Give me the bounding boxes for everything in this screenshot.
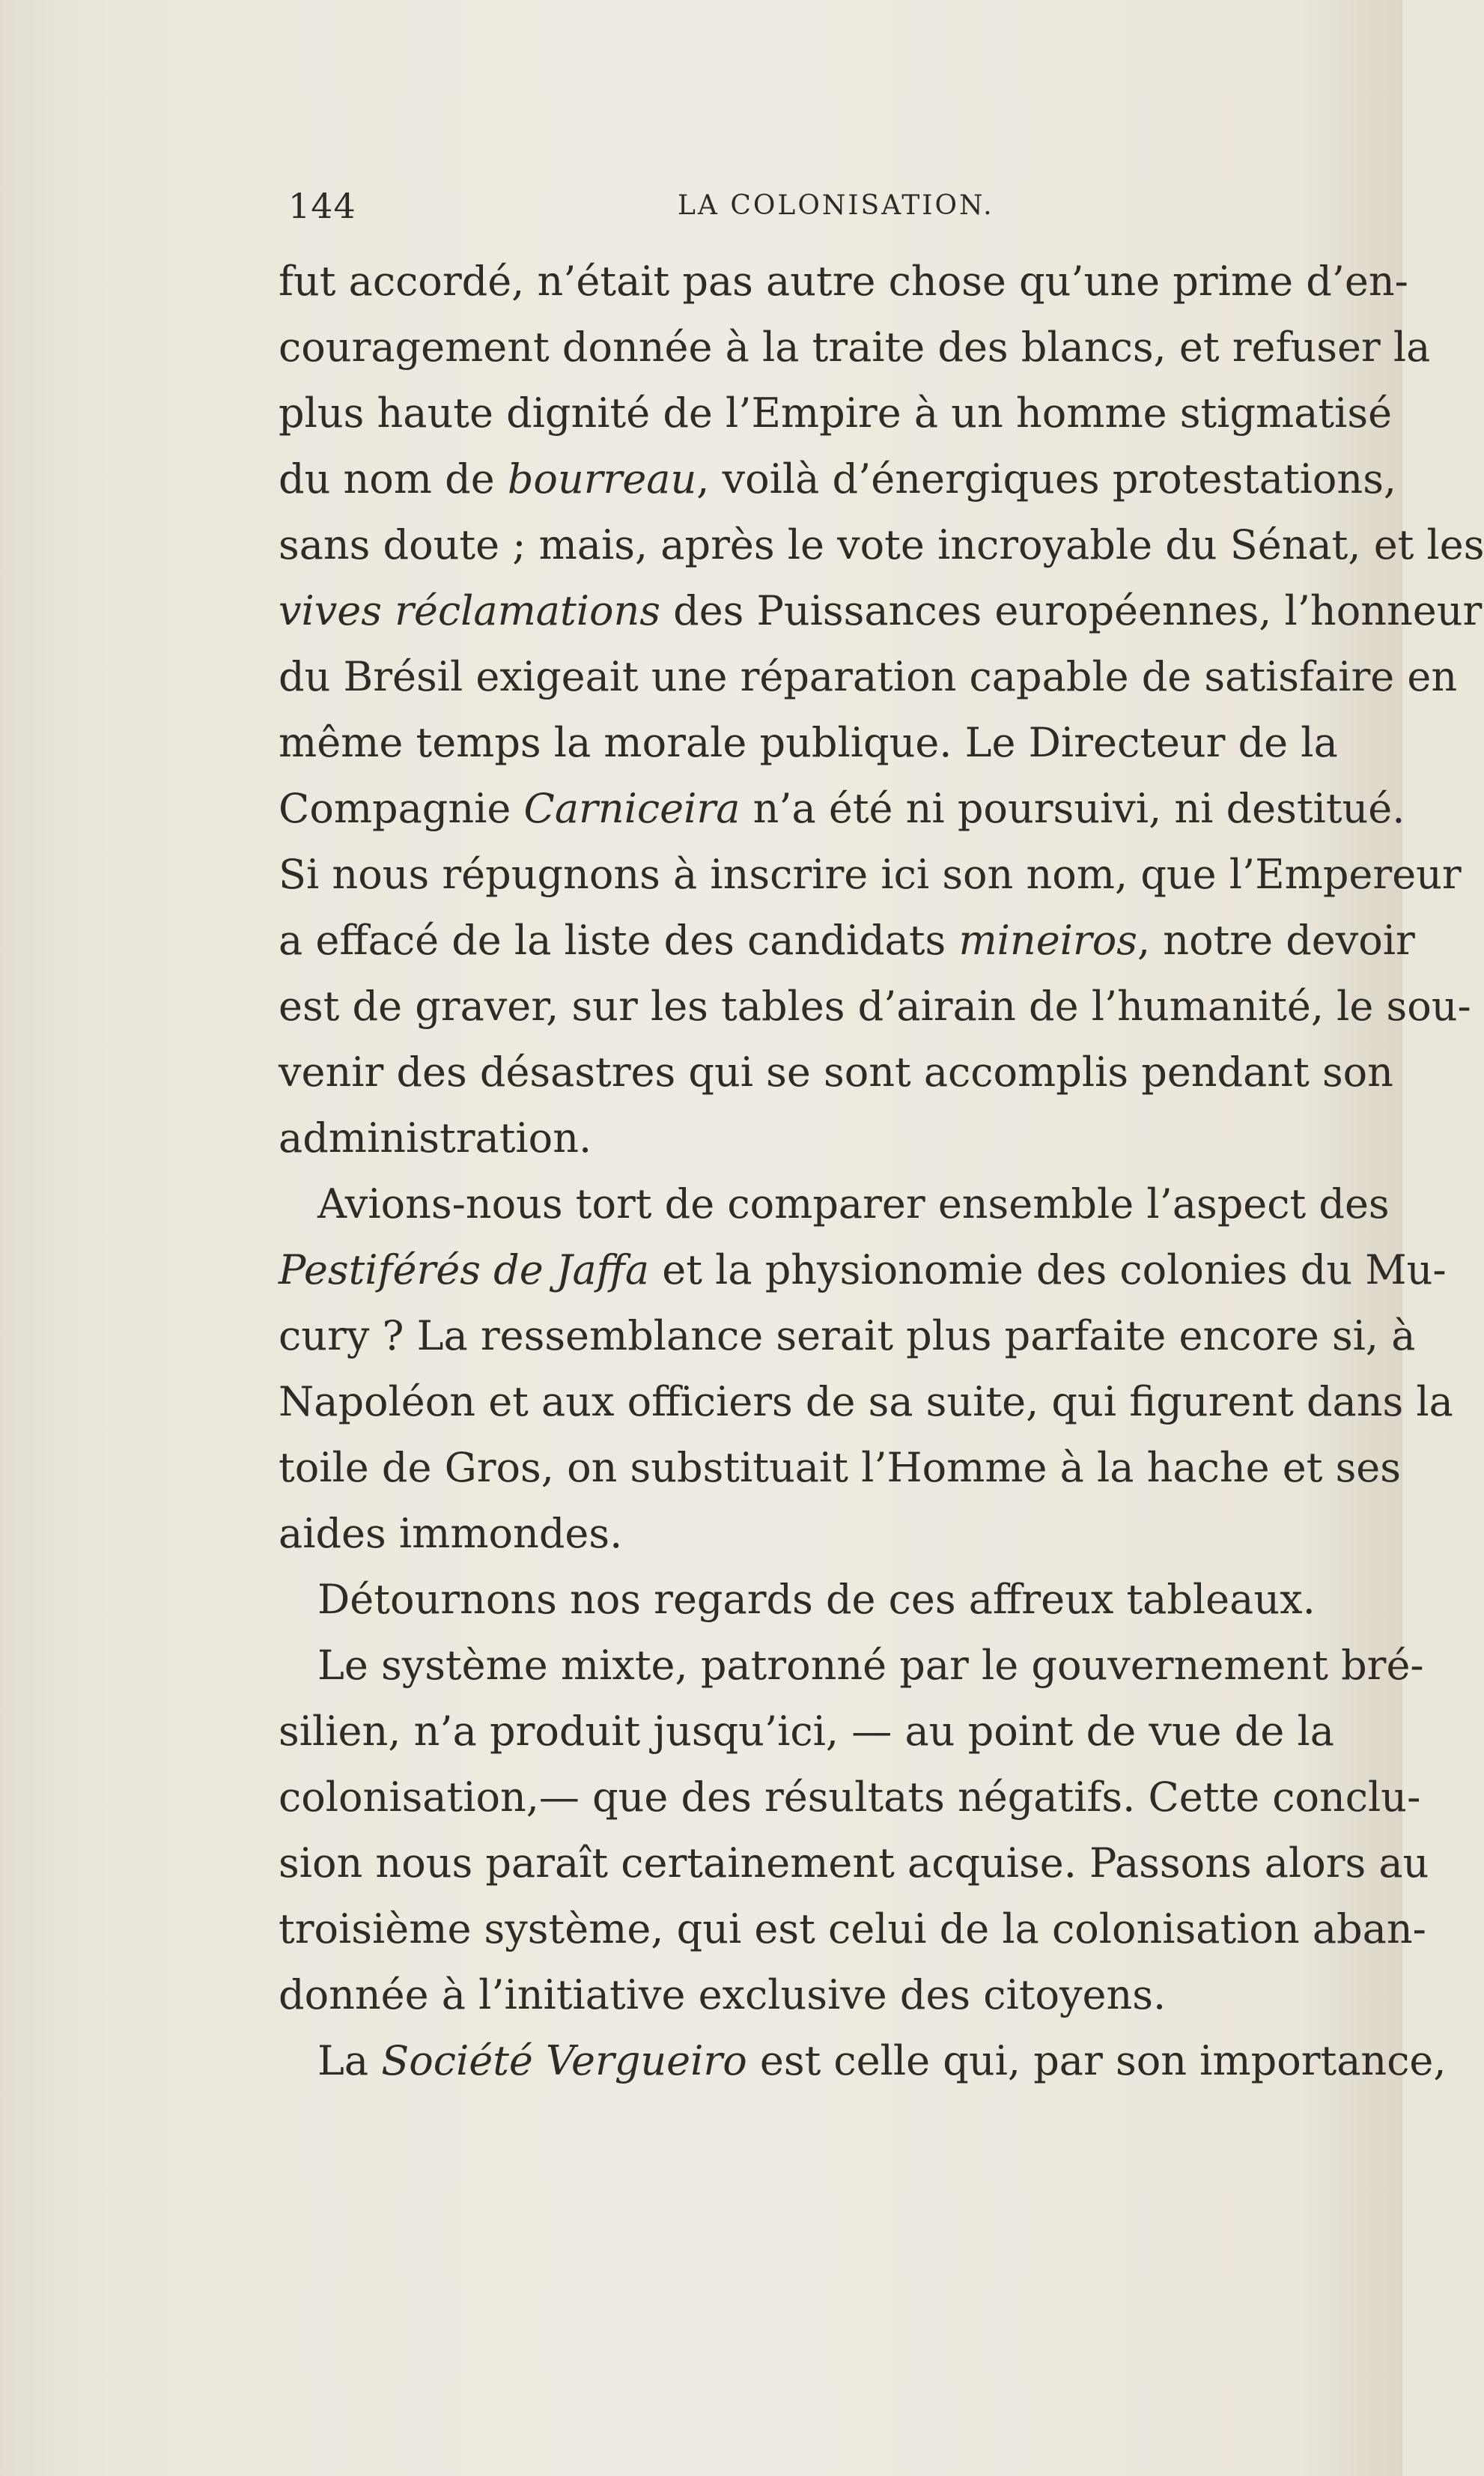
text-line: du Brésil exigeait une réparation capable de satisfaire en	[279, 653, 1458, 700]
text-line: venir des désastres qui se sont accomplis pendant son	[279, 1049, 1393, 1096]
italic-term: Pestiférés de Jaffa	[279, 1246, 650, 1293]
text-line: même temps la morale publique. Le Directeur de la	[279, 719, 1338, 766]
text-line: aides immondes.	[279, 1510, 623, 1557]
text-line: donnée à l’initiative exclusive des citoyens.	[279, 1971, 1167, 2018]
text-line: du nom de bourreau, voilà d’énergiques protestations,	[279, 455, 1397, 503]
italic-term: Carniceira	[523, 785, 741, 832]
paragraph	[279, 249, 1484, 1171]
paragraph	[279, 2028, 1447, 2094]
page-number: 144	[288, 186, 356, 226]
paragraph	[279, 1567, 1334, 1633]
text-line: troisième système, qui est celui de la colonisation aban-	[279, 1905, 1426, 1952]
text-line: sion nous paraît certainement acquise. Passons alors au	[279, 1839, 1429, 1887]
text-line: silien, n’a produit jusqu’ici, — au point de vue de la	[279, 1708, 1334, 1755]
paragraph	[279, 1633, 1429, 2028]
body-text	[279, 249, 1484, 2094]
italic-term: vives réclamations	[279, 587, 660, 634]
text-line: Détournons nos regards de ces affreux tableaux.	[317, 1576, 1316, 1623]
text-line: Avions-nous tort de comparer ensemble l’aspect des	[317, 1180, 1390, 1228]
text-line: sans doute ; mais, après le vote incroyable du Sénat, et les	[279, 521, 1484, 568]
text-line: Si nous répugnons à inscrire ici son nom, que l’Empereur	[279, 851, 1462, 898]
italic-term: Société Vergueiro	[381, 2037, 747, 2084]
text-line: cury ? La ressemblance serait plus parfaite encore si, à	[279, 1312, 1416, 1359]
text-line: vives réclamations des Puissances européennes, l’honneur	[279, 587, 1483, 634]
paragraph	[279, 1171, 1453, 1567]
text-line: colonisation,— que des résultats négatifs. Cette conclu-	[279, 1773, 1421, 1821]
text-line: fut accordé, n’était pas autre chose qu’une prime d’en-	[279, 258, 1408, 305]
text-line: Compagnie Carniceira n’a été ni poursuivi, ni destitué.	[279, 785, 1405, 832]
page-header	[288, 186, 1262, 231]
text-line: Napoléon et aux officiers de sa suite, qui figurent dans la	[279, 1378, 1453, 1425]
running-title: LA COLONISATION.	[678, 190, 994, 221]
text-line: Pestiférés de Jaffa et la physionomie des colonies du Mu-	[279, 1246, 1447, 1293]
text-line: toile de Gros, on substituait l’Homme à la hache et ses	[279, 1444, 1401, 1491]
italic-term: mineiros	[958, 917, 1137, 964]
text-line: couragement donnée à la traite des blancs, et refuser la	[279, 324, 1431, 371]
text-line: est de graver, sur les tables d’airain de l’humanité, le sou-	[279, 983, 1471, 1030]
italic-term: bourreau	[507, 455, 697, 503]
text-line: Le système mixte, patronné par le gouvernement bré-	[317, 1642, 1424, 1689]
text-line: La Société Vergueiro est celle qui, par son importance,	[317, 2037, 1447, 2084]
text-line: a effacé de la liste des candidats mineiros, notre devoir	[279, 917, 1415, 964]
text-line: plus haute dignité de l’Empire à un homme stigmatisé	[279, 389, 1393, 437]
text-line: administration.	[279, 1114, 592, 1162]
